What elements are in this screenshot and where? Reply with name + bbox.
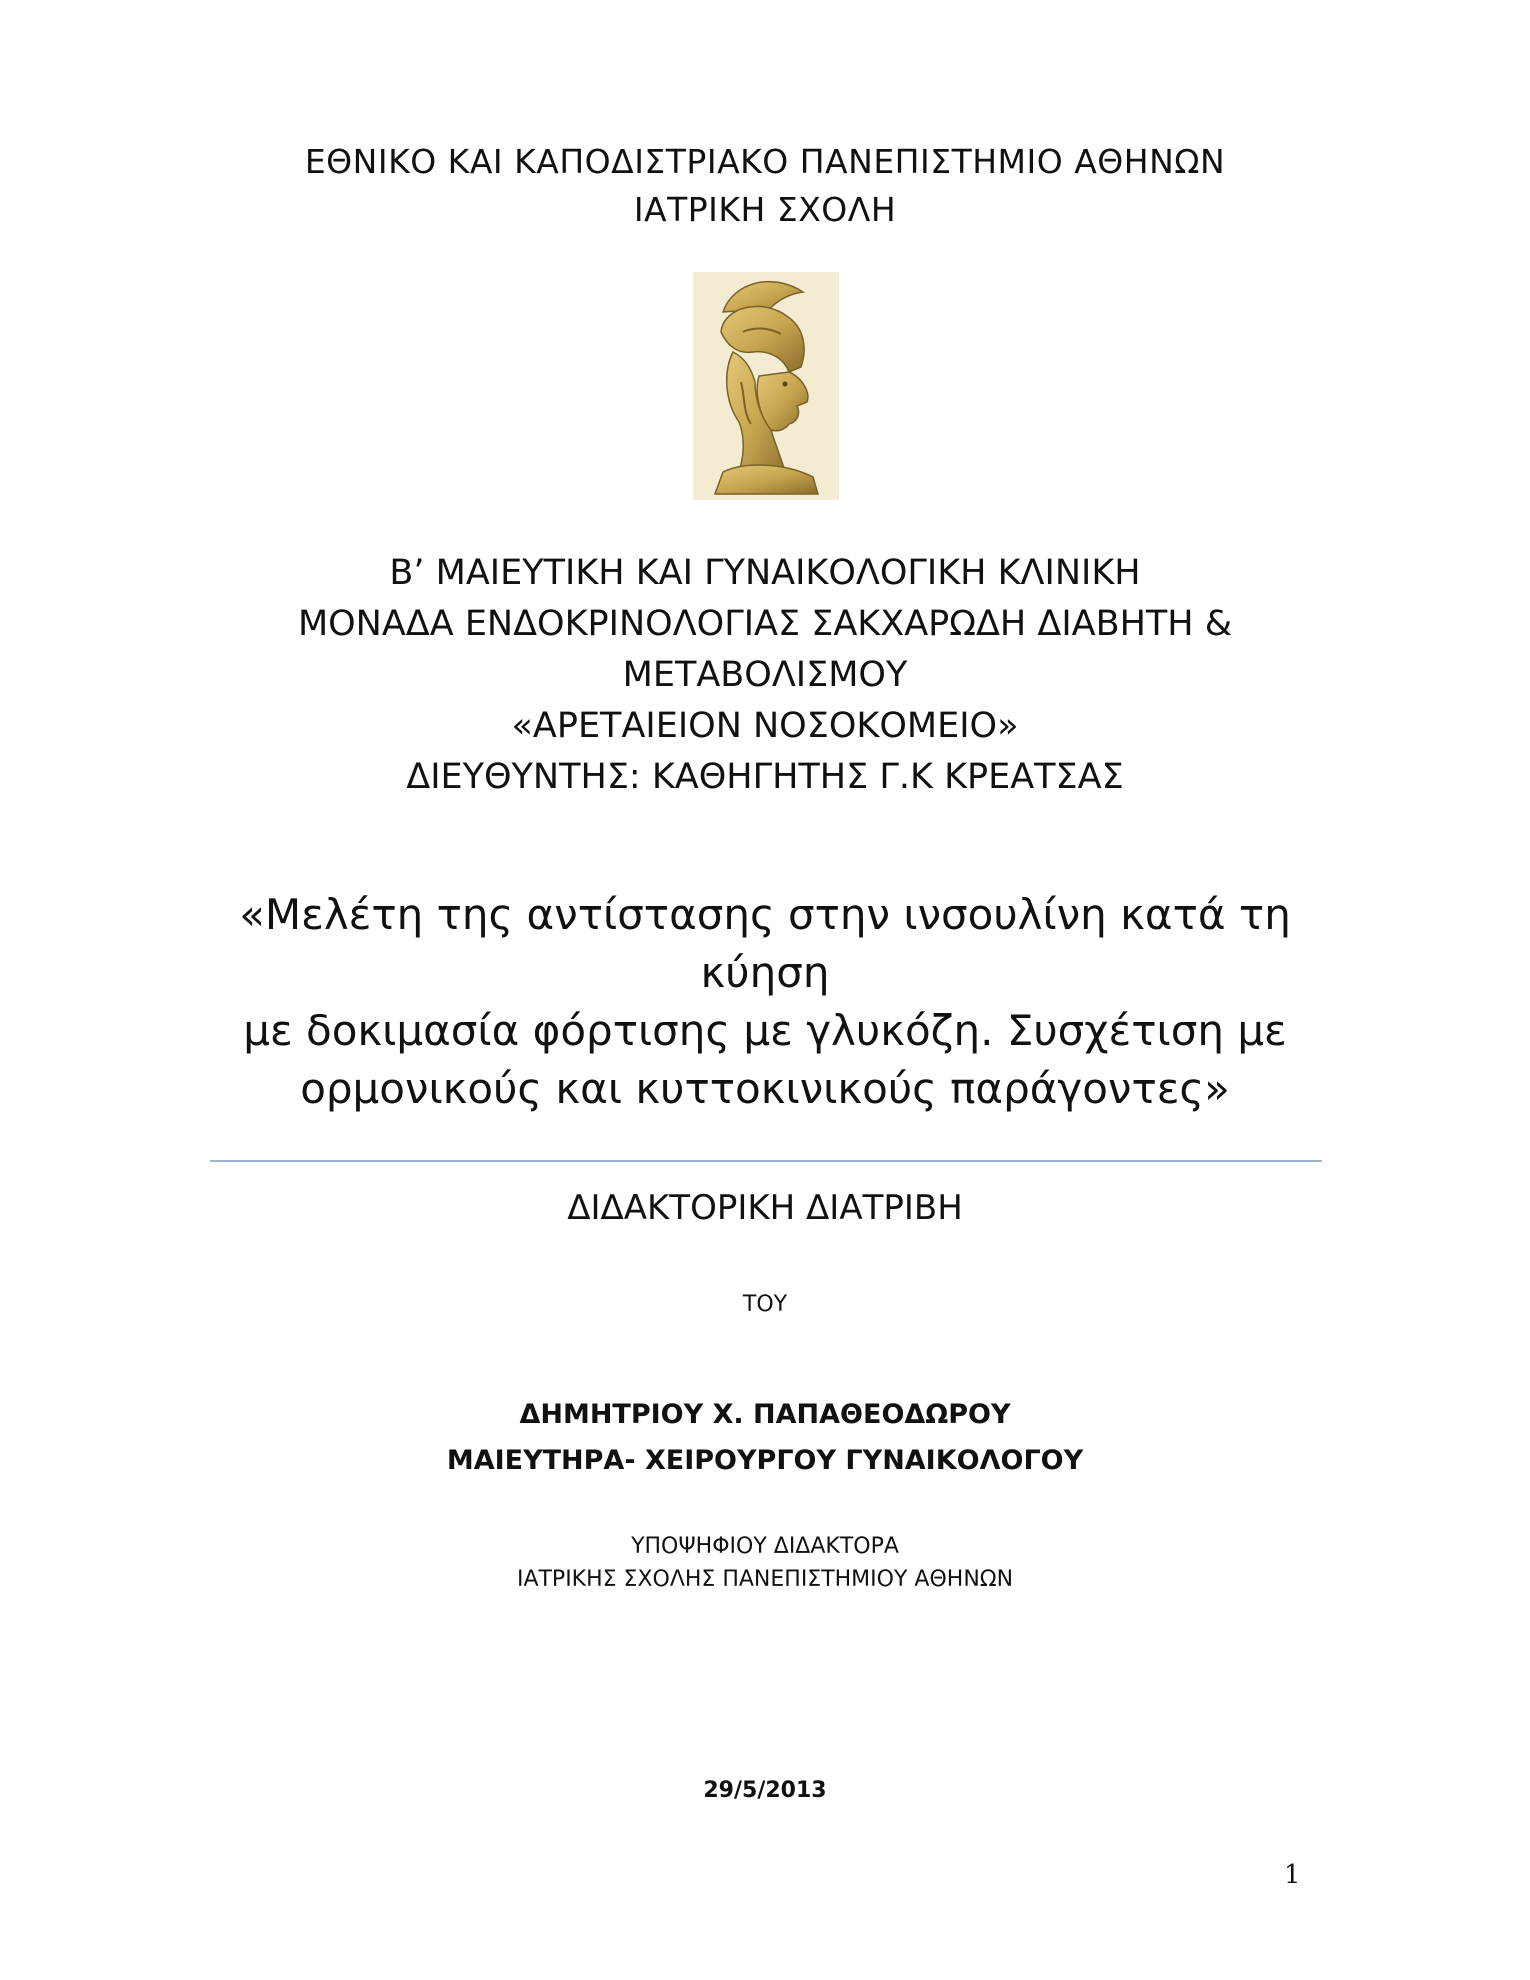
school-name: ΙΑΤΡΙΚΗ ΣΧΟΛΗ (633, 190, 897, 229)
clinic-name: Β’ ΜΑΙΕΥΤΙΚΗ ΚΑΙ ΓΥΝΑΙΚΟΛΟΓΙΚΗ ΚΛΙΝΙΚΗ (389, 553, 1141, 593)
director-line: ΔΙΕΥΘΥΝΤΗΣ: ΚΑΘΗΓΗΤΗΣ Γ.Κ ΚΡΕΑΤΣΑΣ (406, 757, 1124, 797)
thesis-title-line1: «Μελέτη της αντίστασης στην ινσουλίνη κατά τη κύηση (239, 890, 1291, 997)
page-number: 1 (1284, 1860, 1301, 1890)
author-title: ΜΑΙΕΥΤΗΡΑ- ΧΕΙΡΟΥΡΓΟΥ ΓΥΝΑΙΚΟΛΟΓΟΥ (446, 1445, 1084, 1476)
thesis-title-line2: με δοκιμασία φόρτισης με γλυκόζη. Συσχέτιση με (243, 1006, 1287, 1055)
horizontal-divider (210, 1160, 1322, 1162)
athena-head-logo-icon (693, 272, 839, 500)
hospital-name: «ΑΡΕΤΑΙΕΙΟΝ ΝΟΣΟΚΟΜΕΙΟ» (511, 706, 1019, 746)
candidate-line1: ΥΠΟΨΗΦΙΟΥ ΔΙΔΑΚΤΟΡΑ (631, 1534, 899, 1559)
thesis-title-line3: ορμονικούς και κυττοκινικούς παράγοντες» (300, 1064, 1230, 1113)
author-name: ΔΗΜΗΤΡΙΟΥ Χ. ΠΑΠΑΘΕΟΔΩΡΟΥ (519, 1399, 1011, 1430)
candidate-block (0, 1530, 1530, 1596)
candidate-line2: ΙΑΤΡΙΚΗΣ ΣΧΟΛΗΣ ΠΑΝΕΠΙΣΤΗΜΙΟΥ ΑΘΗΝΩΝ (516, 1567, 1014, 1592)
clinic-header (0, 548, 1530, 803)
dissertation-label: ΔΙΔΑΚΤΟΡΙΚΗ ΔΙΑΤΡΙΒΗ (567, 1188, 963, 1228)
document-date: 29/5/2013 (703, 1778, 827, 1803)
of-label: ΤΟΥ (742, 1292, 788, 1317)
university-header (0, 138, 1530, 234)
unit-name-line1: ΜΟΝΑΔΑ ΕΝΔΟΚΡΙΝΟΛΟΓΙΑΣ ΣΑΚΧΑΡΩΔΗ ΔΙΑΒΗΤΗ & (297, 604, 1233, 644)
author-block (0, 1392, 1530, 1484)
unit-name-line2: ΜΕΤΑΒΟΛΙΣΜΟΥ (622, 655, 908, 695)
university-name: ΕΘΝΙΚΟ ΚΑΙ ΚΑΠΟΔΙΣΤΡΙΑΚΟ ΠΑΝΕΠΙΣΤΗΜΙΟ ΑΘΗΝΩΝ (304, 142, 1226, 181)
thesis-title (190, 886, 1340, 1118)
